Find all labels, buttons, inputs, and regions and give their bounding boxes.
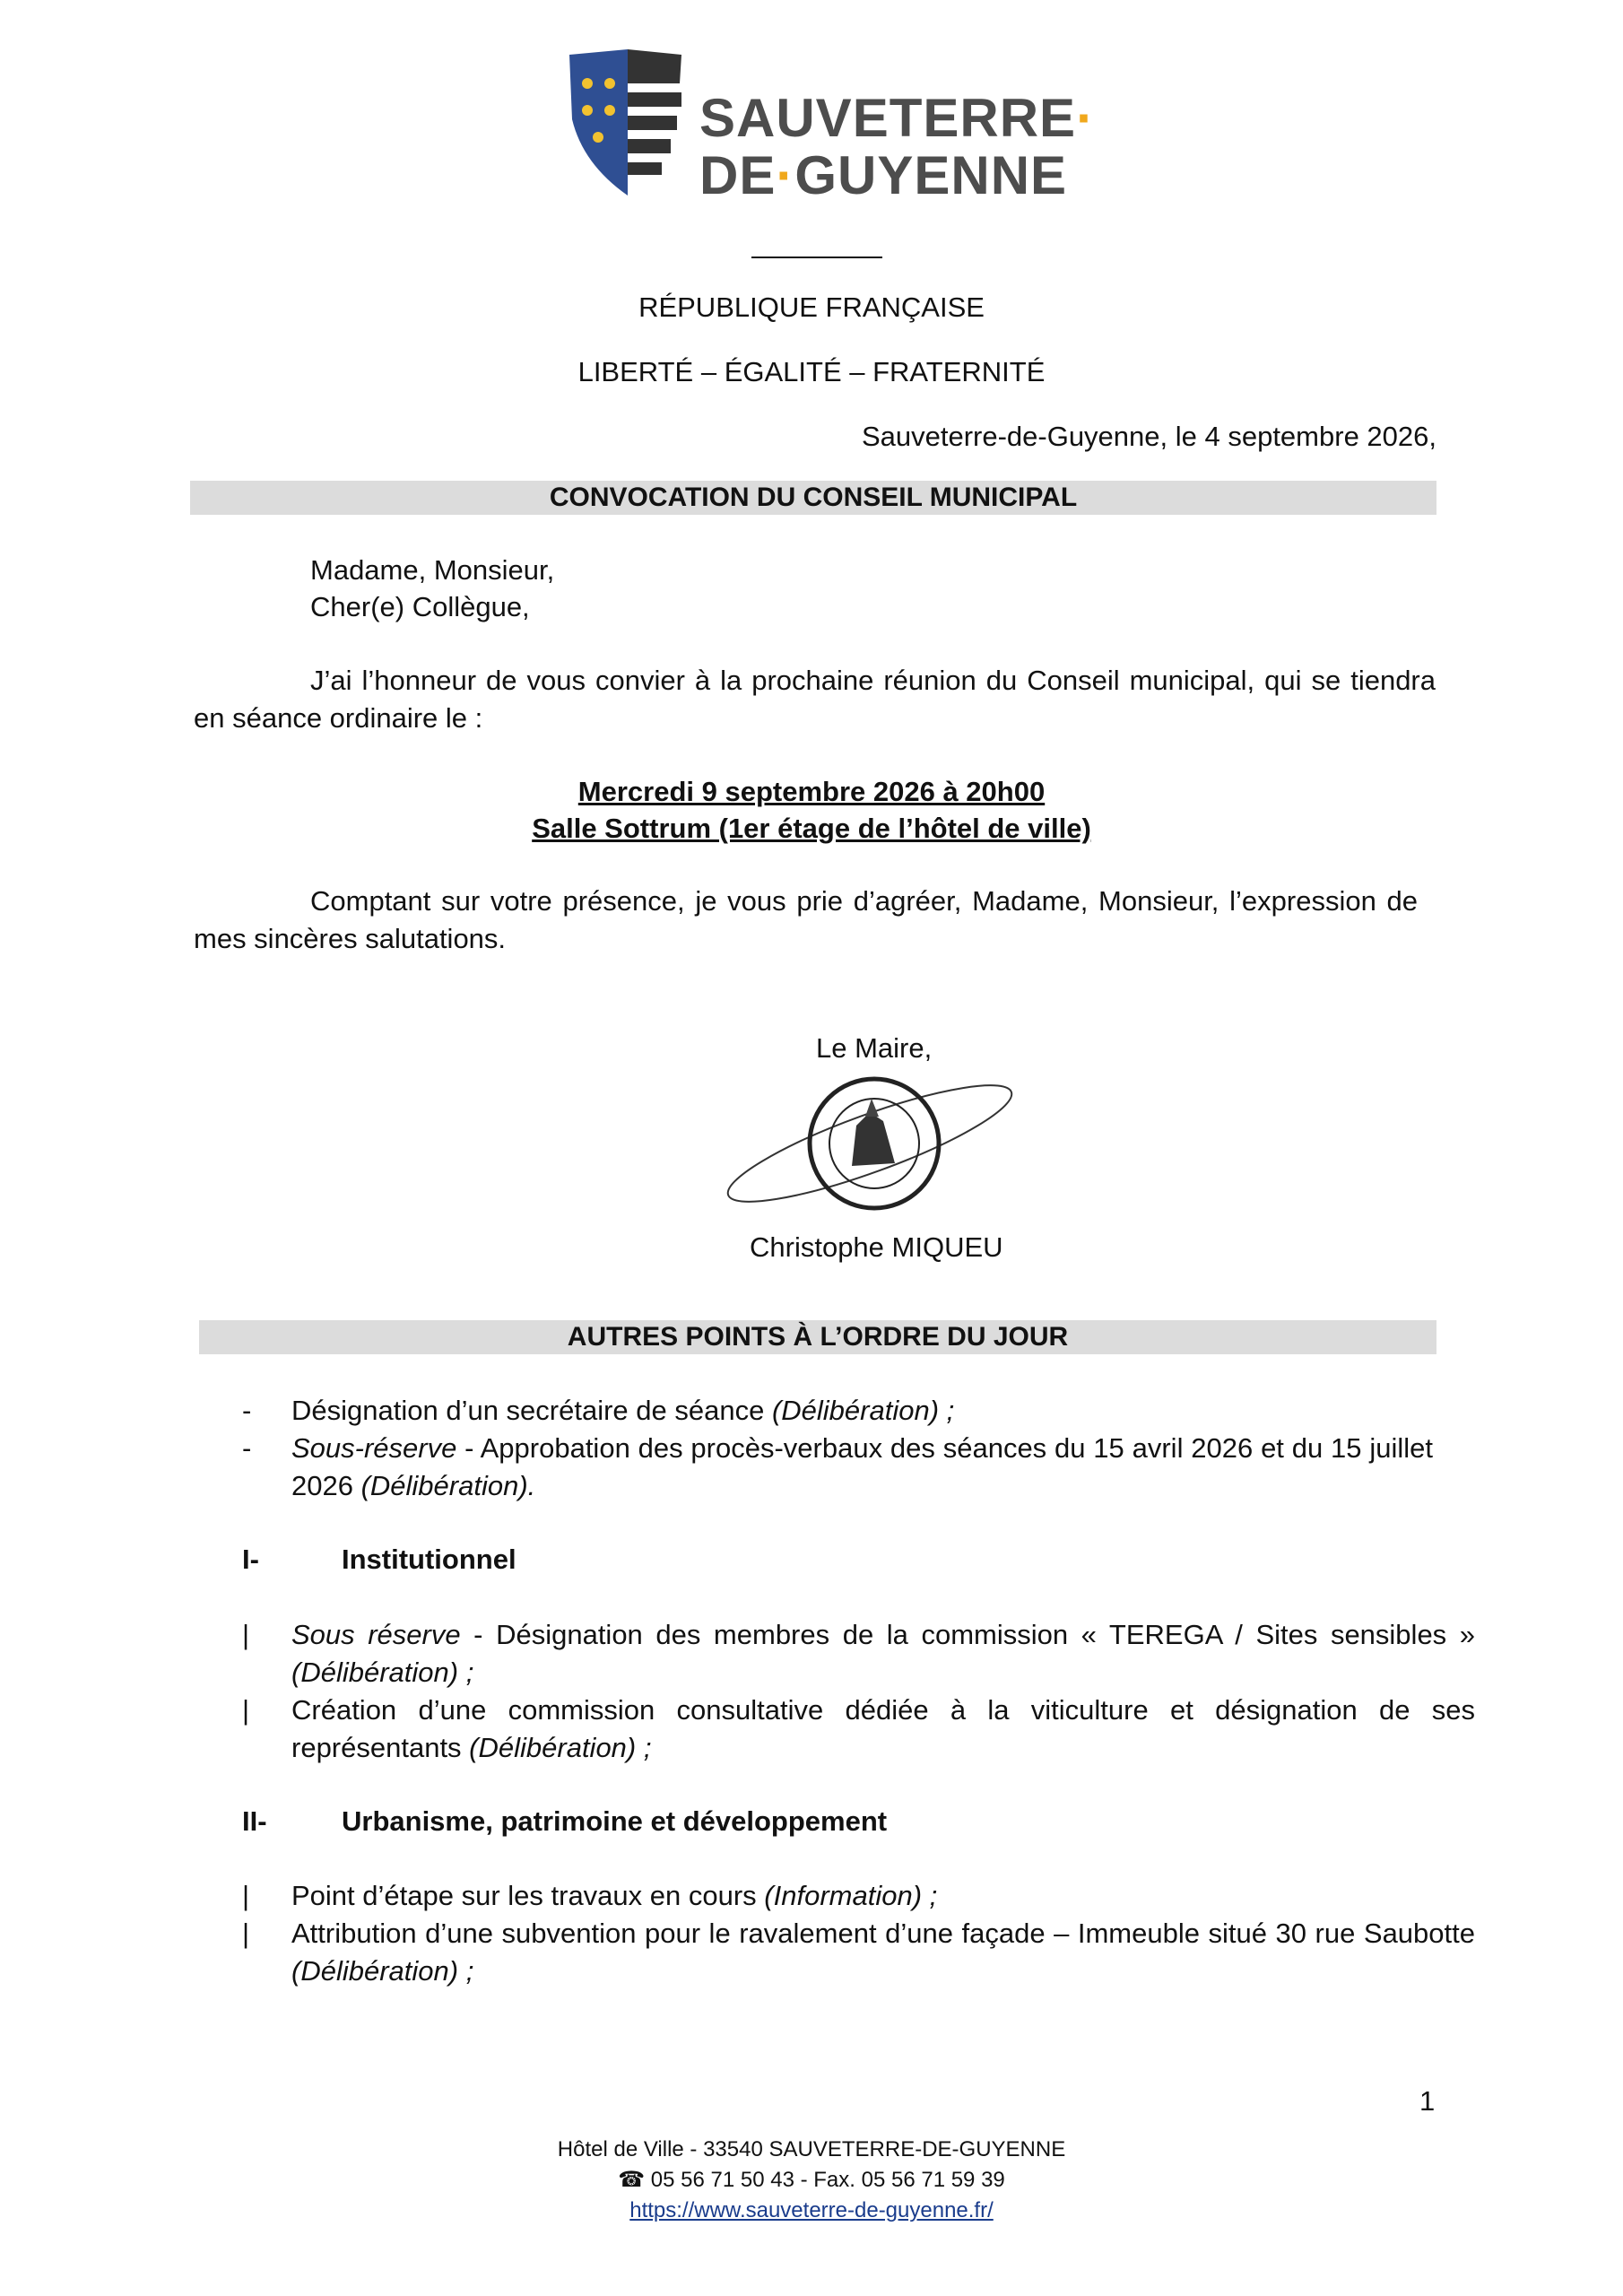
motto: LIBERTÉ – ÉGALITÉ – FRATERNITÉ: [577, 356, 1046, 387]
website-link[interactable]: https://www.sauveterre-de-guyenne.fr/: [629, 2198, 994, 2222]
municipal-logo: [565, 43, 1096, 209]
phone-icon: ☎: [618, 2168, 646, 2192]
meeting-date: Mercredi 9 septembre 2026 à 20h00: [577, 776, 1046, 807]
republic-heading: RÉPUBLIQUE FRANÇAISE: [638, 291, 985, 323]
footer-address: Hôtel de Ville - 33540 SAUVETERRE-DE-GUYENNE: [557, 2137, 1066, 2161]
section-title: Institutionnel: [342, 1544, 516, 1575]
signature-title: Le Maire,: [816, 1032, 933, 1064]
list-item: Sous-réserve - Approbation des procès-verbaux des séances du 15 avril 2026 et du 15 juillet 2026 (Délibération).: [291, 1432, 1433, 1501]
section-title: Urbanisme, patrimoine et développement: [342, 1805, 888, 1837]
list-item: Création d’une commission consultative dédiée à la viticulture et désignation de ses représentants (Délibération) ;: [291, 1694, 1475, 1763]
coat-of-arms-icon: [565, 48, 686, 200]
salutation-line-1: Madame, Monsieur,: [310, 554, 555, 586]
footer-phone: ☎ 05 56 71 50 43 - Fax. 05 56 71 59 39: [618, 2168, 1005, 2192]
list-item: Désignation d’un secrétaire de séance (Délibération) ;: [291, 1395, 955, 1426]
bar-marker: |: [242, 1694, 250, 1726]
bar-marker: |: [242, 1619, 250, 1650]
invitation-paragraph: J’ai l’honneur de vous convier à la prochaine réunion du Conseil municipal, qui se tiendra en séance ordinaire le :: [194, 665, 1436, 734]
salutation-line-2: Cher(e) Collègue,: [310, 591, 530, 622]
agenda-title: AUTRES POINTS À L’ORDRE DU JOUR: [199, 1320, 1436, 1354]
footer-website: [0, 2196, 1623, 2226]
mayor-stamp: [717, 1063, 1022, 1224]
stamp-icon: [717, 1063, 1022, 1224]
logo-text: SAUVETERRE· DE·GUYENNE: [699, 88, 1096, 205]
closing-paragraph: Comptant sur votre présence, je vous prie d’agréer, Madame, Monsieur, l’expression de mes sincères salutations.: [194, 885, 1418, 954]
page-number: 1: [1419, 2085, 1436, 2117]
bar-marker: |: [242, 1918, 250, 1949]
list-item: Sous réserve - Désignation des membres de la commission « TEREGA / Sites sensibles » (Délibération) ;: [291, 1619, 1475, 1688]
section-numeral: II-: [242, 1805, 267, 1837]
meeting-place: Salle Sottrum (1er étage de l’hôtel de ville): [532, 813, 1091, 844]
section-numeral: I-: [242, 1544, 259, 1575]
dash-marker: -: [242, 1432, 252, 1464]
bar-marker: |: [242, 1880, 250, 1911]
convocation-title: CONVOCATION DU CONSEIL MUNICIPAL: [190, 481, 1436, 515]
mayor-name: Christophe MIQUEU: [750, 1231, 1003, 1263]
dash-marker: -: [242, 1395, 252, 1426]
header-rule: [751, 257, 882, 258]
list-item: Point d’étape sur les travaux en cours (Information) ;: [291, 1880, 938, 1911]
list-item: Attribution d’une subvention pour le ravalement d’une façade – Immeuble situé 30 rue Saubotte (Délibération) ;: [291, 1918, 1475, 1987]
place-date: Sauveterre-de-Guyenne, le 4 septembre 2026,: [861, 421, 1436, 452]
